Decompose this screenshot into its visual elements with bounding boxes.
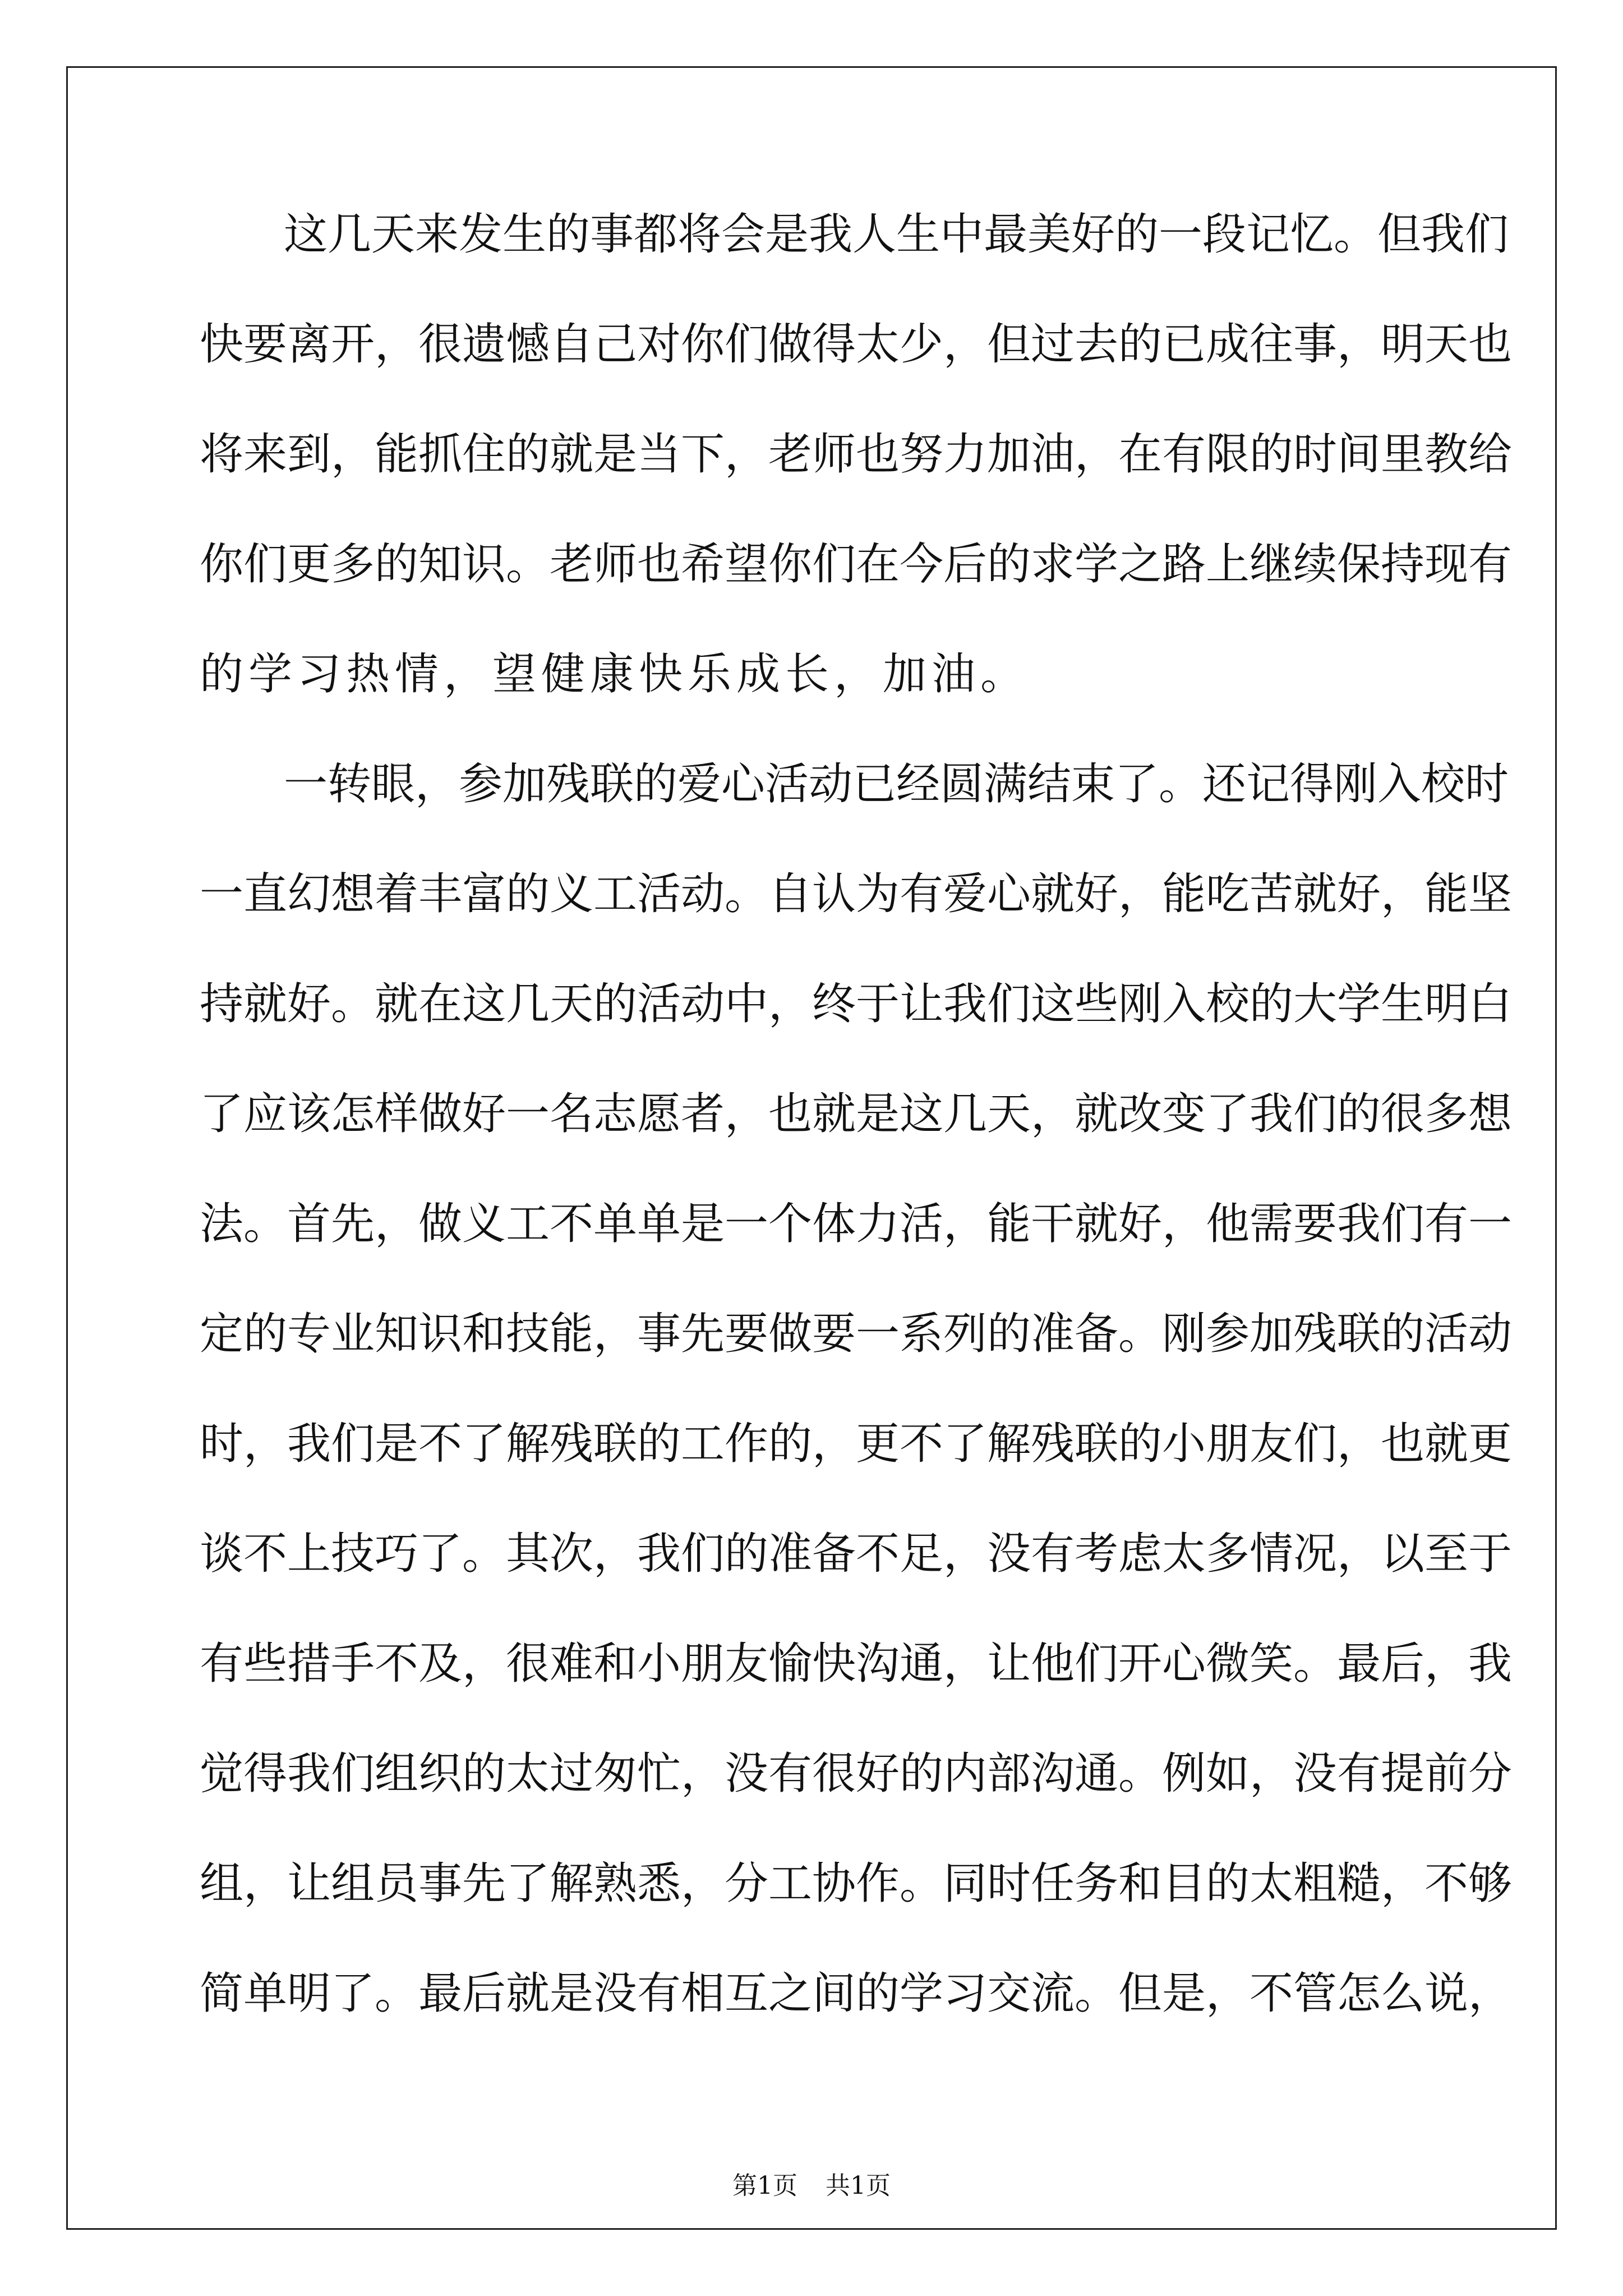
text-line: 组，让组员事先了解熟悉，分工协作。同时任务和目的太粗糙，不够 [200,1858,1513,1909]
text-line: 谈不上技巧了。其次，我们的准备不足，没有考虑太多情况，以至于 [200,1529,1513,1579]
text-line: 的学习热情，望健康快乐成长，加油。 [200,649,1030,700]
text-line: 持就好。就在这几天的活动中，终于让我们这些刚入校的大学生明白 [200,979,1513,1029]
paragraph-1 [200,206,1513,702]
text-line: 有些措手不及，很难和小朋友愉快沟通，让他们开心微笑。最后，我 [200,1639,1513,1689]
page-number-total: 共1页 [826,2171,891,2200]
text-line: 一转眼，参加残联的爱心活动已经圆满结束了。还记得刚入校时 [284,759,1509,809]
text-line: 了应该怎样做好一名志愿者，也就是这几天，就改变了我们的很多想 [200,1089,1513,1139]
document-body [200,206,1513,2076]
text-line: 定的专业知识和技能，事先要做要一系列的准备。刚参加残联的活动 [200,1309,1513,1359]
page-footer [0,2165,1623,2201]
text-line: 简单明了。最后就是没有相互之间的学习交流。但是，不管怎么说， [200,1968,1513,2019]
text-line: 快要离开，很遗憾自己对你们做得太少，但过去的已成往事，明天也 [200,319,1513,370]
text-line: 法。首先，做义工不单单是一个体力活，能干就好，他需要我们有一 [200,1199,1513,1249]
text-line: 觉得我们组织的太过匆忙，没有很好的内部沟通。例如，没有提前分 [200,1749,1513,1799]
paragraph-2 [200,756,1513,2022]
text-line: 一直幻想着丰富的义工活动。自认为有爱心就好，能吃苦就好，能坚 [200,869,1513,919]
text-line: 这几天来发生的事都将会是我人生中最美好的一段记忆。但我们 [284,209,1509,260]
text-line: 你们更多的知识。老师也希望你们在今后的求学之路上继续保持现有 [200,539,1513,590]
text-line: 时，我们是不了解残联的工作的，更不了解残联的小朋友们，也就更 [200,1419,1513,1469]
text-line: 将来到，能抓住的就是当下，老师也努力加油，在有限的时间里教给 [200,429,1513,480]
page-number-current: 第1页 [732,2171,797,2200]
